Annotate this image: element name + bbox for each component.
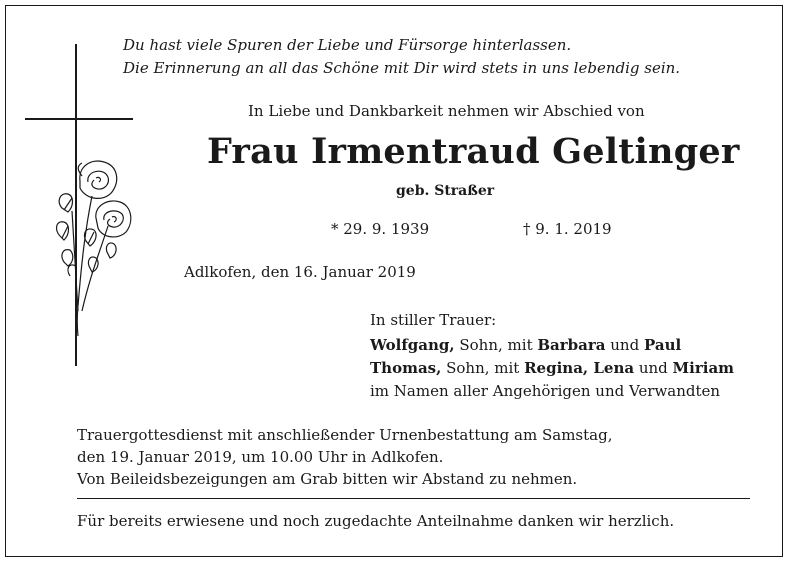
- birth-date: * 29. 9. 1939: [331, 220, 430, 238]
- quote-line-1: Du hast viele Spuren der Liebe und Fürsorge hinterlassen.: [123, 36, 572, 54]
- mourners-heading: In stiller Trauer:: [370, 311, 497, 329]
- service-line-2: den 19. Januar 2019, um 10.00 Uhr in Adlkofen.: [77, 448, 444, 466]
- thanks-text: Für bereits erwiesene und noch zugedachte Anteilnahme danken wir herzlich.: [77, 512, 675, 530]
- mourners-line-1: [370, 336, 681, 354]
- service-line-3: Von Beileidsbezeigungen am Grab bitten wir Abstand zu nehmen.: [77, 470, 578, 488]
- divider: [77, 498, 750, 499]
- mourner-name: Wolfgang,: [370, 336, 455, 354]
- mourner-relation: Sohn, mit: [454, 336, 538, 354]
- mourner-conjunction: und: [634, 359, 673, 377]
- mourner-name: Thomas,: [370, 359, 442, 377]
- mourner-relation: Sohn, mit: [441, 359, 525, 377]
- deceased-name: Frau Irmentraud Geltinger: [207, 131, 740, 172]
- cross-with-roses-icon: [20, 36, 140, 366]
- mourner-name: Miriam: [672, 359, 735, 377]
- mourner-name: Regina, Lena: [524, 359, 635, 377]
- quote-line-2: Die Erinnerung an all das Schöne mit Dir wird stets in uns lebendig sein.: [123, 59, 681, 77]
- intro-text: In Liebe und Dankbarkeit nehmen wir Abschied von: [248, 102, 645, 120]
- service-line-1: Trauergottesdienst mit anschließender Urnenbestattung am Samstag,: [77, 426, 613, 444]
- place-and-date: Adlkofen, den 16. Januar 2019: [184, 263, 416, 281]
- mourners-line-3: im Namen aller Angehörigen und Verwandten: [370, 382, 721, 400]
- mourner-name: Paul: [643, 336, 682, 354]
- mourners-line-2: [370, 359, 734, 377]
- mourner-conjunction: und: [605, 336, 644, 354]
- maiden-name: geb. Straßer: [396, 183, 495, 199]
- death-date: † 9. 1. 2019: [523, 220, 612, 238]
- mourner-name: Barbara: [537, 336, 606, 354]
